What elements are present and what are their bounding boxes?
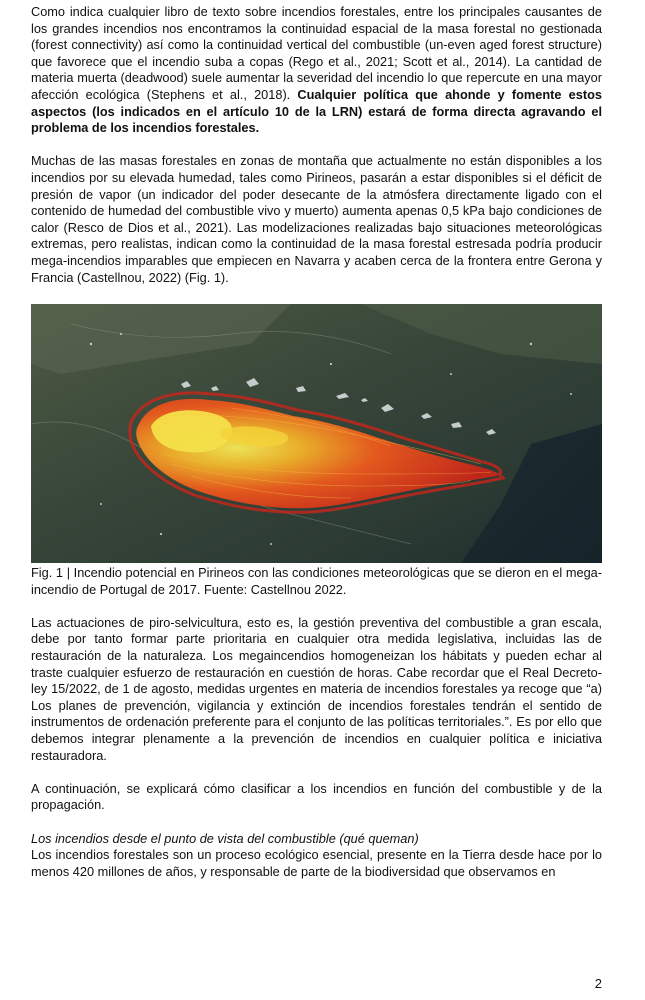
document-page <box>31 4 602 880</box>
satellite-fire-map-image <box>31 304 602 563</box>
paragraph-pyrenees: Muchas de las masas forestales en zonas de montaña que actualmente no están disponibles a los incendios por su elevada humedad, tales como Pirineos, pasarán a estar disponibles si el déficit de presión de vapor (un indicador del poder desecante de la atmósfera directamente ligado con el contenido de humedad del combustible vivo y muerto) aumenta apenas 0,5 kPa bajo condiciones de calor (Resco de Dios et al., 2021). Las modelizaciones realizadas bajo situaciones meteorológicas extremas, pero realistas, indican como la continuidad de la masa forestal estresada podría producir mega-incendios imparables que empiecen en Navarra y acaben cerca de la frontera entre Gerona y Francia (Castellnou, 2022) (Fig. 1). <box>31 153 602 285</box>
page-number: 2 <box>594 976 602 991</box>
figure-fire-map <box>31 304 602 563</box>
paragraph-pyro-silviculture: Las actuaciones de piro-selvicultura, esto es, la gestión preventiva del combustible a gran escala, debe por tanto formar parte prioritaria en cualquier otra medida legislativa, incluidas las de restauración de la naturaleza. Los megaincendios homogeneizan los hábitats y pueden echar al traste cualquier esfuerzo de restauración en cuestión de horas. Cabe recordar que el Real Decreto-ley 15/2022, de 1 de agosto, medidas urgentes en materia de incendios forestales ya recoge que “a) Los planes de prevención, vigilancia y extinción de incendios forestales tendrán el sentido de instrumentos de ordenación preferente para el conjunto de las políticas territoriales.”. Es por ello que debemos integrar plenamente a la prevención de incendios en cualquier política e iniciativa restauradora. <box>31 614 602 763</box>
figure-caption: Fig. 1 | Incendio potencial en Pirineos con las condiciones meteorológicas que se dieron en el mega-incendio de Portugal de 2017. Fuente: Castellnou 2022. <box>31 565 602 597</box>
paragraph-connectivity <box>31 4 602 137</box>
paragraph-connectivity-text: Como indica cualquier libro de texto sobre incendios forestales, entre los principales causantes de los grandes incendios nos encontramos la continuidad espacial de la masa forestal no gestionada (forest connectivity) así como la continuidad vertical del combustible (un-even aged forest structure) que favorece que el incendio suba a copas (Rego et al., 2021; Scott et al., 2014). La cantidad de materia muerta (deadwood) suele aumentar la severidad del incendio lo que repercute en una mayor afección ecológica (Stephens et al., 2018). <box>31 4 602 102</box>
section-subheading: Los incendios desde el punto de vista del combustible (qué queman) <box>31 830 419 846</box>
paragraph-classification: A continuación, se explicará cómo clasificar a los incendios en función del combustible y de la propagación. <box>31 780 602 813</box>
paragraph-connectivity-bold: Cualquier política que ahonde y fomente estos aspectos (los indicados en el artículo 10 de la LRN) estará de forma directa agravando el problema de los incendios forestales. <box>31 86 602 136</box>
paragraph-fire-ecology: Los incendios forestales son un proceso ecológico esencial, presente en la Tierra desde hace por lo menos 420 millones de años, y responsable de parte de la biodiversidad que observamos en <box>31 847 602 879</box>
